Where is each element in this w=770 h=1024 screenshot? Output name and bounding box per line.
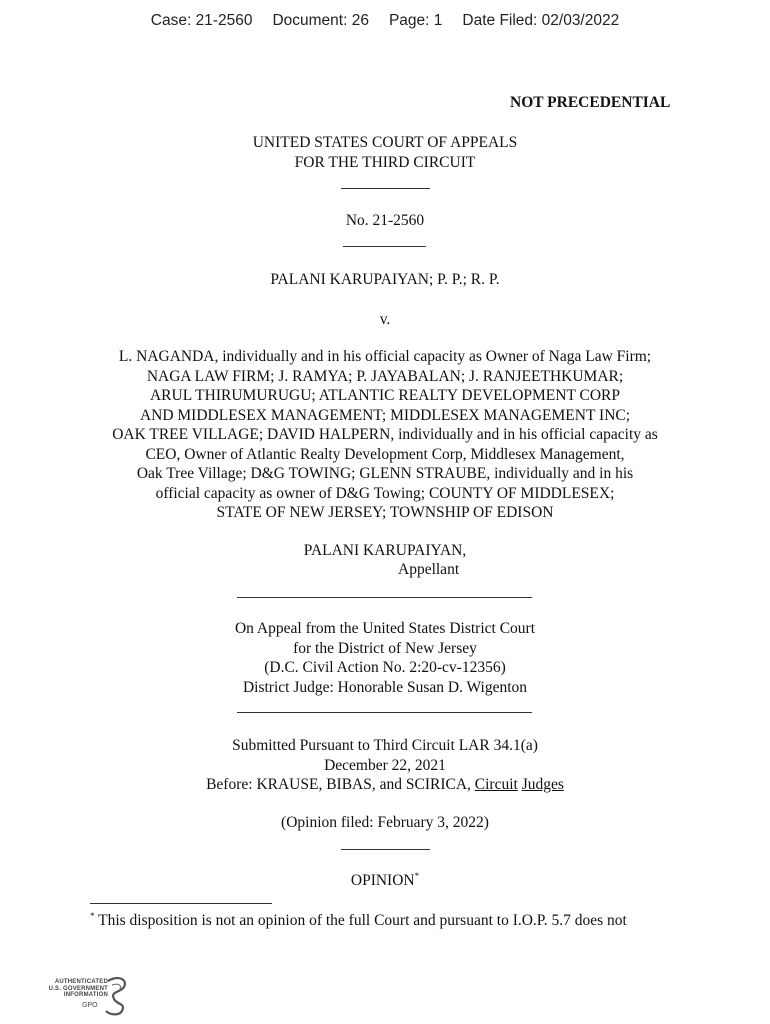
appeal-line-4: District Judge: Honorable Susan D. Wigenton (242, 678, 528, 696)
footnote-divider (90, 903, 272, 904)
defendant-line: NAGA LAW FIRM; J. RAMYA; P. JAYABALAN; J. RANJEETHKUMAR; (146, 367, 624, 385)
appeal-info (0, 619, 770, 697)
gpo-authentication-logo (42, 975, 132, 1019)
footnote: * This disposition is not an opinion of the full Court and pursuant to I.O.P. 5.7 does not (90, 910, 627, 929)
submission-line: Submitted Pursuant to Third Circuit LAR 34.1(a) (232, 737, 538, 754)
plaintiffs: PALANI KARUPAIYAN; P. P.; R. P. (270, 271, 500, 288)
court-line-1: UNITED STATES COURT OF APPEALS (252, 134, 518, 151)
appeal-line-3: (D.C. Civil Action No. 2:20-cv-12356) (264, 659, 506, 676)
submission-info (0, 736, 770, 795)
panel-judges: Before: KRAUSE, BIBAS, and SCIRICA, Circuit Judges (206, 776, 564, 793)
gpo-logo-text: AUTHENTICATED U.S. GOVERNMENT INFORMATION (48, 979, 108, 998)
divider (237, 597, 532, 598)
defendant-line: ARUL THIRUMURUGU; ATLANTIC REALTY DEVELOPMENT CORP (149, 387, 621, 404)
defendant-line: Oak Tree Village; D&G TOWING; GLENN STRAUBE, individually and in his (136, 465, 634, 482)
precedential-status: NOT PRECEDENTIAL (510, 94, 671, 111)
date-filed: Date Filed: 02/03/2022 (462, 12, 620, 29)
appeal-line-1: On Appeal from the United States District Court (234, 620, 536, 637)
divider (343, 246, 426, 247)
docket-number: No. 21-2560 (345, 212, 425, 229)
opinion-filed: (Opinion filed: February 3, 2022) (281, 814, 489, 831)
defendant-line: CEO, Owner of Atlantic Realty Development Corp, Middlesex Management, (145, 445, 625, 463)
defendant-line: official capacity as owner of D&G Towing; COUNTY OF MIDDLESEX; (155, 484, 615, 502)
versus: v. (379, 311, 391, 328)
divider (341, 188, 430, 189)
appellant-role: Appellant (398, 561, 460, 578)
document-header (0, 12, 770, 30)
defendants (0, 347, 770, 523)
divider (237, 712, 532, 713)
case-number: Case: 21-2560 (150, 12, 253, 29)
court-line-2: FOR THE THIRD CIRCUIT (294, 153, 476, 171)
footnote-marker: * (414, 870, 420, 881)
page-number: Page: 1 (388, 12, 443, 29)
appellant-name: PALANI KARUPAIYAN, (303, 542, 467, 559)
appeal-line-2: for the District of New Jersey (293, 639, 477, 657)
divider (341, 849, 430, 850)
court-name (0, 133, 770, 172)
submission-date: December 22, 2021 (324, 756, 446, 774)
defendant-line: OAK TREE VILLAGE; DAVID HALPERN, individually and in his official capacity as (112, 426, 658, 443)
gpo-logo-label: GPO (82, 1002, 98, 1009)
eagle-icon (104, 975, 130, 1017)
defendant-line: AND MIDDLESEX MANAGEMENT; MIDDLESEX MANAGEMENT INC; (139, 406, 631, 424)
opinion-heading: OPINION* (350, 870, 420, 889)
defendant-line: STATE OF NEW JERSEY; TOWNSHIP OF EDISON (216, 504, 554, 521)
defendant-line: L. NAGANDA, individually and in his official capacity as Owner of Naga Law Firm; (118, 348, 652, 365)
document-number: Document: 26 (272, 12, 369, 29)
